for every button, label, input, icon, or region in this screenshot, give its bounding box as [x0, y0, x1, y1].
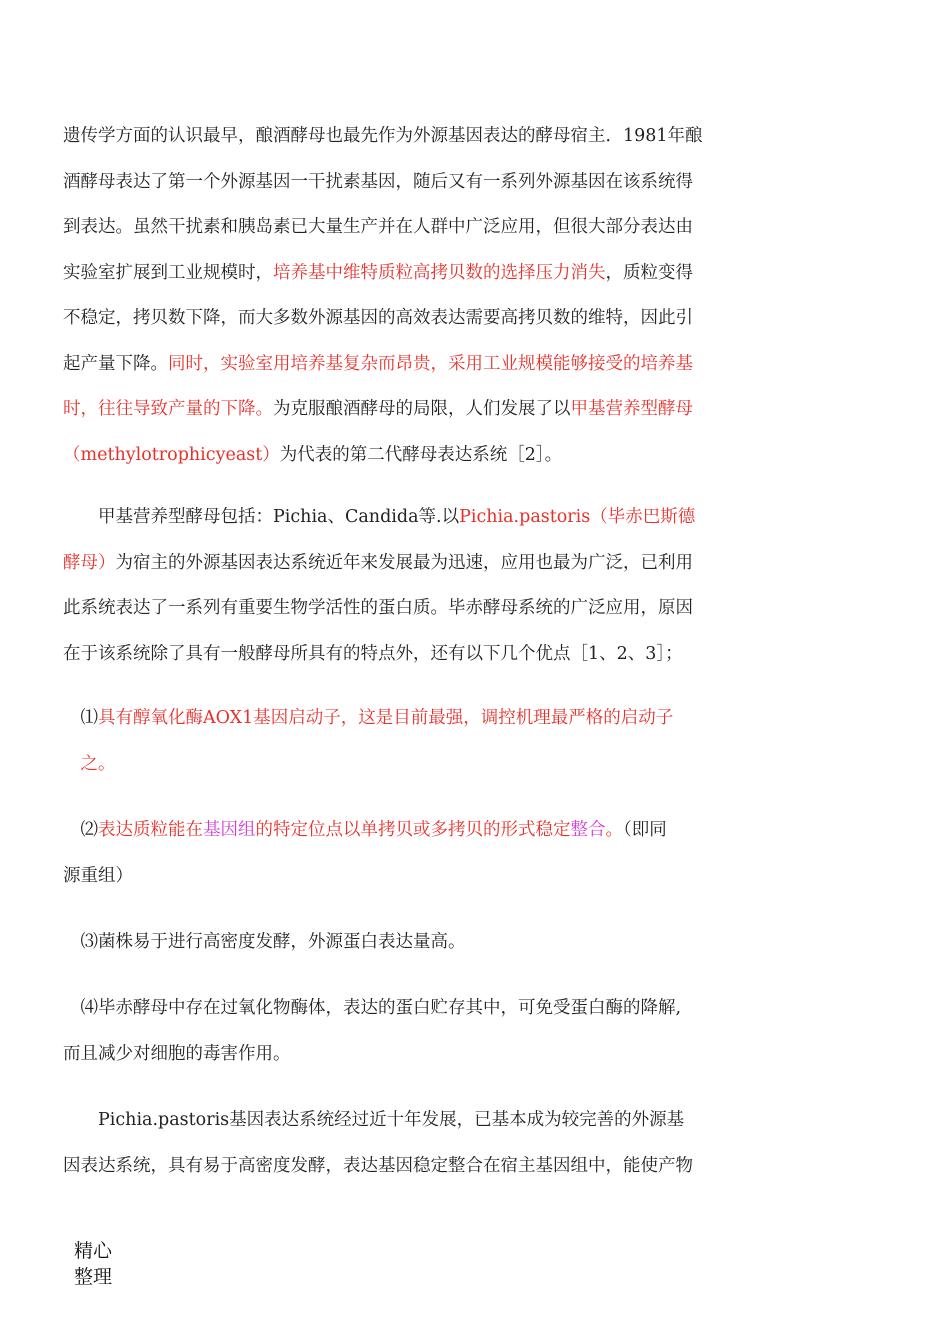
body-text: 而且减少对细胞的毒害作用。: [63, 1043, 291, 1064]
body-text: 在于该系统除了具有一般酵母所具有的特点外，还有以下几个优点［1、2、3］；: [63, 643, 683, 664]
body-text: 甲基营养型酵母包括：Pichia、Candida等.以: [63, 507, 460, 527]
body-text: ⑵: [63, 820, 98, 840]
advantage-item-2: [63, 808, 773, 899]
body-text: 酒酵母表达了第一个外源基因一干扰素基因，随后又有一系列外源基因在该系统得: [63, 171, 693, 192]
highlight-red-text: 表达质粒能在: [98, 820, 203, 840]
highlight-red-text: 的特定位点以单拷贝或多拷贝的形式稳定: [255, 820, 571, 840]
body-text: 为克服酿酒酵母的局限，人们发展了以: [273, 399, 571, 419]
body-text: 为宿主的外源基因表达系统近年来发展最为迅速，应用也最为广泛，已利用: [115, 552, 693, 573]
body-text: Pichia.pastoris基因表达系统经过近十年发展，已基本成为较完善的外源基: [63, 1110, 685, 1130]
advantage-item-3: [63, 920, 773, 966]
body-text: 起产量下降。: [63, 353, 168, 374]
text-line: [63, 296, 773, 342]
text-line: [63, 1144, 773, 1190]
highlight-red-text: 同时，实验室用培养基复杂而昂贵，采用工业规模能够接受的培养基: [168, 353, 693, 374]
highlight-pink-text: 整合: [570, 820, 606, 840]
text-line: [63, 160, 773, 206]
text-line: [63, 1032, 773, 1078]
highlight-red-text: 时，往往导致产量的下降。: [63, 399, 273, 419]
body-text: [63, 754, 81, 774]
highlight-red-text: 。: [605, 820, 623, 840]
body-text: 为代表的第二代酵母表达系统［2］。: [279, 444, 563, 465]
highlight-pink-text: 基因组: [203, 820, 256, 840]
text-line: [63, 986, 773, 1032]
text-line: [63, 920, 773, 966]
body-text: 实验室扩展到工业规模时，: [63, 262, 273, 283]
highlight-red-text: （methylotrophicyeast）: [63, 444, 280, 465]
body-text: 因表达系统，具有易于高密度发酵，表达基因稳定整合在宿主基因组中，能使产物: [63, 1155, 693, 1176]
text-line: [63, 495, 773, 541]
highlight-red-text: 酵母）: [63, 552, 116, 573]
text-line: [63, 114, 773, 160]
highlight-red-text: 具有醇氧化酶AOX1基因启动子，这是目前最强，调控机理最严格的启动子: [98, 708, 674, 728]
text-line: [63, 433, 773, 479]
body-text: ⑷毕赤酵母中存在过氧化物酶体，表达的蛋白贮存其中，可免受蛋白酶的降解,: [63, 998, 682, 1018]
footer-line-1: 精心: [74, 1240, 113, 1262]
advantage-item-1: [63, 696, 773, 787]
paragraph-saccharomyces-history: [63, 114, 773, 478]
text-line: [63, 387, 773, 433]
body-text: 此系统表达了一系列有重要生物学活性的蛋白质。毕赤酵母系统的广泛应用，原因: [63, 598, 693, 618]
highlight-red-text: Pichia.pastoris（毕赤巴斯德: [459, 507, 696, 527]
highlight-red-text: 之。: [80, 753, 116, 774]
text-line: [63, 251, 773, 297]
text-line: [63, 586, 773, 632]
body-text: 不稳定，拷贝数下降，而大多数外源基因的高效表达需要高拷贝数的维特，因此引: [63, 308, 693, 328]
body-text: ，质粒变得: [605, 262, 693, 283]
body-text: ⑶菌株易于进行高密度发酵，外源蛋白表达量高。: [63, 932, 466, 952]
body-text: 遗传学方面的认识最早，酿酒酵母也最先作为外源基因表达的酵母宿主．1981年酿: [63, 126, 703, 146]
footer-line-2: 整理: [74, 1266, 113, 1288]
text-line: [63, 342, 773, 388]
advantage-item-4: [63, 986, 773, 1077]
text-line: [63, 632, 773, 678]
body-text: ⑴: [63, 708, 98, 728]
body-text: 源重组）: [63, 865, 133, 886]
paragraph-methylotrophic-yeast: [63, 495, 773, 677]
body-text: （即同: [623, 820, 667, 840]
paragraph-pichia-summary: [63, 1098, 773, 1189]
text-line: [63, 541, 773, 587]
highlight-red-text: 甲基营养型酵母: [570, 399, 693, 419]
footer-watermark: [74, 1238, 112, 1290]
text-line: [63, 742, 773, 788]
body-text: 到表达。虽然干扰素和胰岛素已大量生产并在人群中广泛应用，但很大部分表达由: [63, 217, 693, 237]
text-line: [63, 808, 773, 854]
text-line: [63, 1098, 773, 1144]
text-line: [63, 205, 773, 251]
text-line: [63, 696, 773, 742]
text-line: [63, 854, 773, 900]
highlight-red-text: 培养基中维特质粒高拷贝数的选择压力消失: [273, 262, 606, 283]
